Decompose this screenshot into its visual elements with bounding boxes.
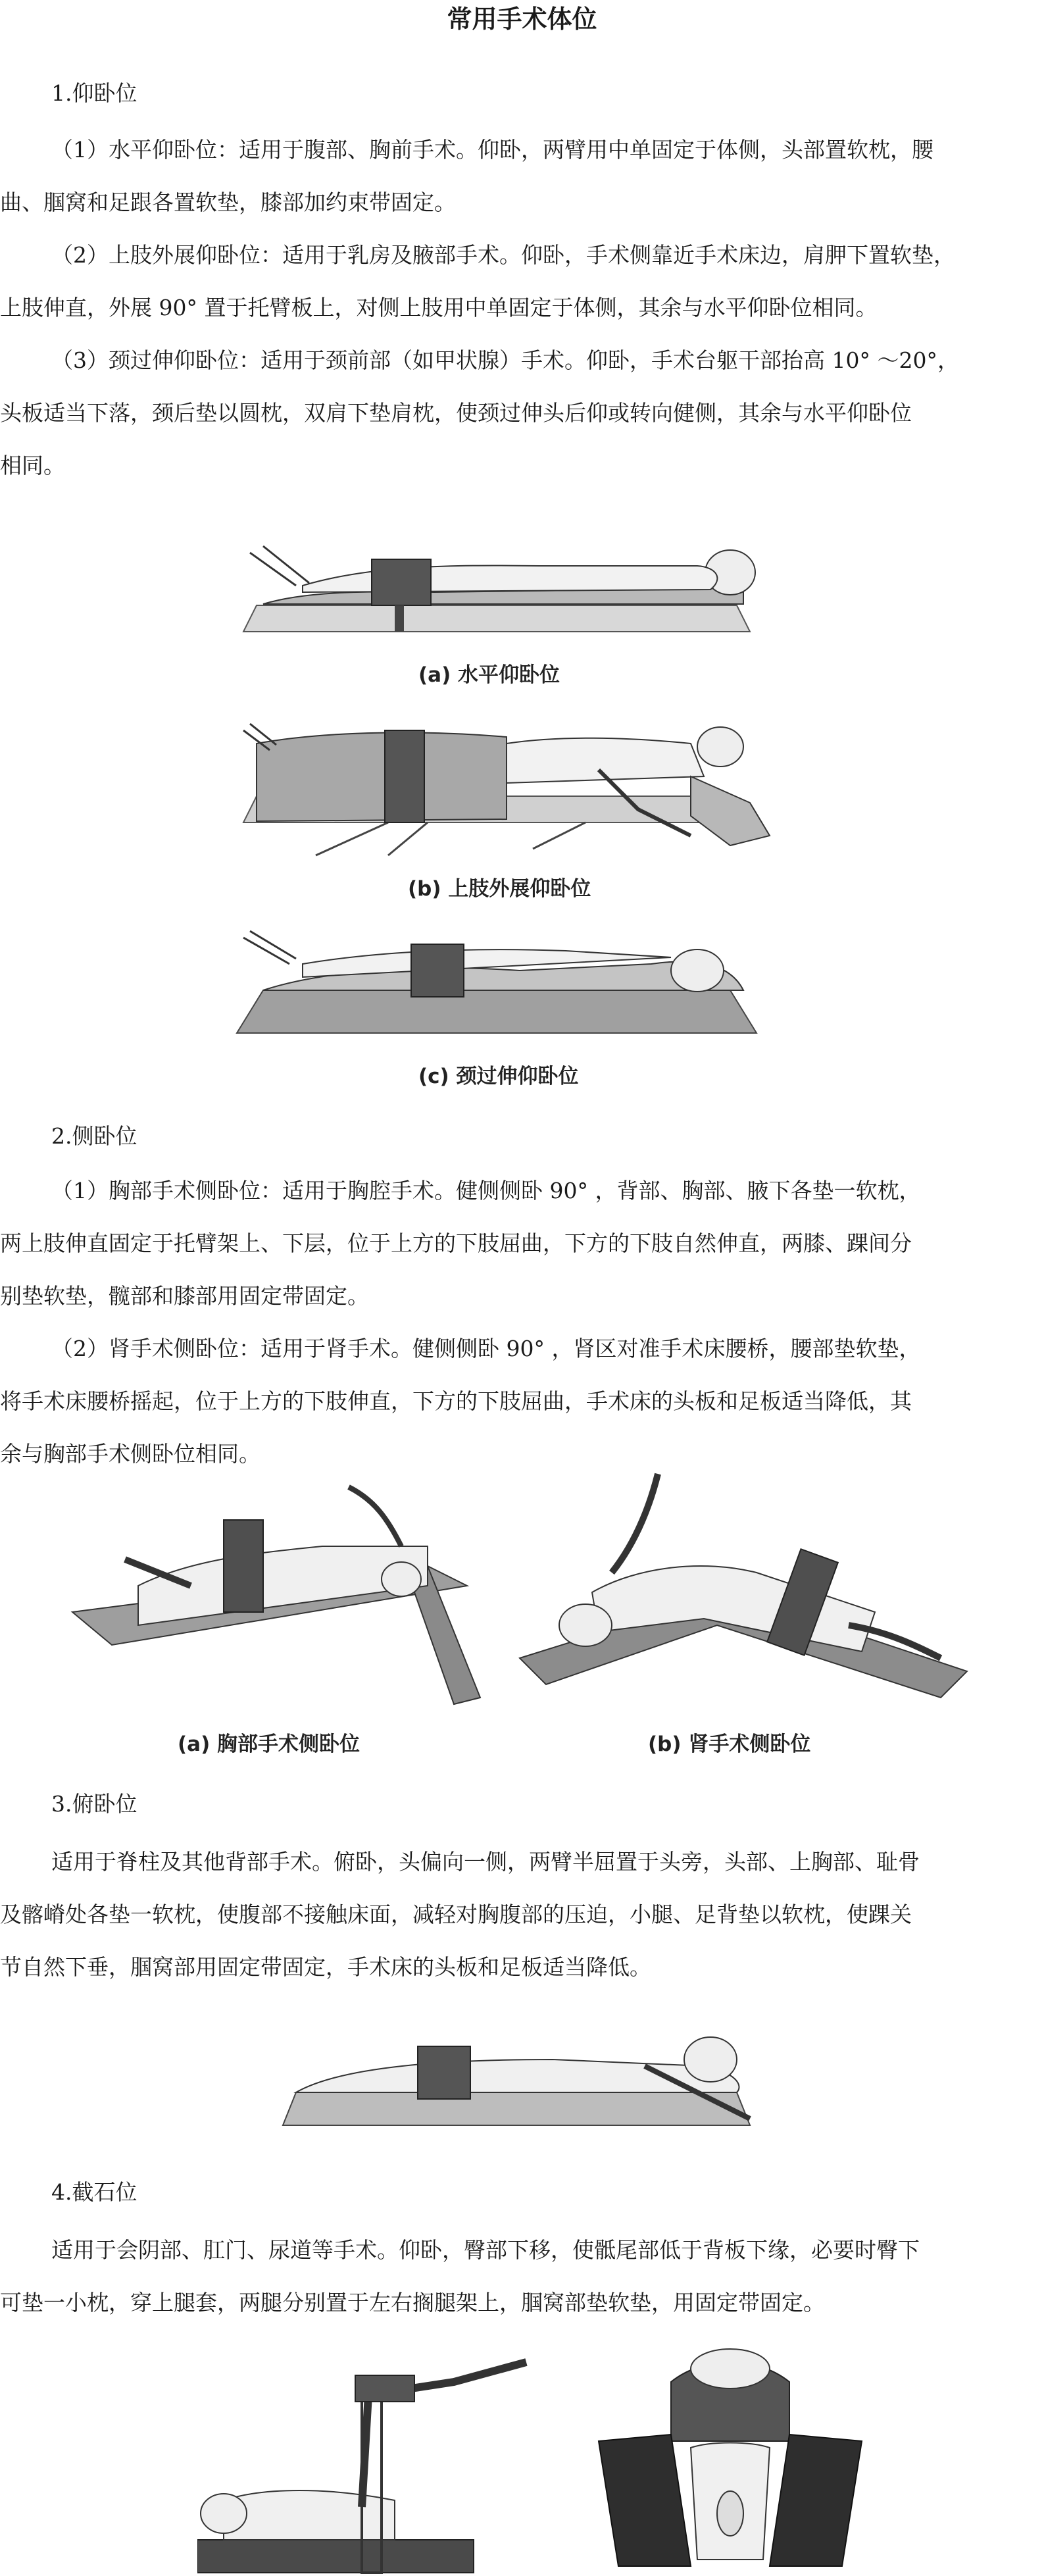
text-line: 可垫一小枕，穿上腿套，两腿分别置于左右搁腿架上，腘窝部垫软垫，用固定带固定。 xyxy=(0,2290,825,2315)
text-line: 将手术床腰桥摇起，位于上方的下肢伸直，下方的下肢屈曲，手术床的头板和足板适当降低，其 xyxy=(0,1388,912,1414)
text-line: 适用于脊柱及其他背部手术。俯卧，头偏向一侧，两臂半屈置于头旁，头部、上胸部、耻骨 xyxy=(51,1849,920,1875)
figure-caption-kidney-lateral: (b) 肾手术侧卧位 xyxy=(648,1732,811,1756)
illustration-prone xyxy=(276,2020,763,2135)
section-heading-lateral: 2.侧卧位 xyxy=(51,1123,137,1149)
text-line: （1）水平仰卧位：适用于腹部、胸前手术。仰卧，两臂用中单固定于体侧，头部置软枕，腰 xyxy=(51,137,933,163)
text-line: 及髂嵴处各垫一软枕，使腹部不接触床面，减轻对胸腹部的压迫，小腿、足背垫以软枕，使踝关 xyxy=(0,1902,912,1927)
text-line: （2）上肢外展仰卧位：适用于乳房及腋部手术。仰卧，手术侧靠近手术床边，肩胛下置软垫， xyxy=(51,242,955,268)
illustration-lithotomy-side xyxy=(197,2336,539,2576)
paragraph-lateral-2 xyxy=(0,1323,1044,1480)
text-line: 头板适当下落，颈后垫以圆枕，双肩下垫肩枕，使颈过伸头后仰或转向健侧，其余与水平仰卧位 xyxy=(0,400,912,426)
text-line: （1）胸部手术侧卧位：适用于胸腔手术。健侧侧卧 90° ，背部、胸部、腋下各垫一软枕， xyxy=(51,1178,921,1203)
paragraph-supine-2 xyxy=(0,229,1044,334)
text-line: 适用于会阴部、肛门、尿道等手术。仰卧，臀部下移，使骶尾部低于背板下缘，必要时臀下 xyxy=(51,2237,920,2263)
section-heading-prone: 3.俯卧位 xyxy=(51,1791,137,1817)
figure-caption-a: (a) 水平仰卧位 xyxy=(418,663,560,687)
figure-caption-chest-lateral: (a) 胸部手术侧卧位 xyxy=(178,1732,360,1756)
paragraph-supine-3 xyxy=(0,334,1044,492)
text-line: 两上肢伸直固定于托臂架上、下层，位于上方的下肢屈曲，下方的下肢自然伸直，两膝、踝间分 xyxy=(0,1230,912,1256)
illustration-chest-lateral xyxy=(59,1480,493,1717)
text-line: 节自然下垂，腘窝部用固定带固定，手术床的头板和足板适当降低。 xyxy=(0,1954,651,1980)
text-line: 曲、腘窝和足跟各置软垫，膝部加约束带固定。 xyxy=(0,189,456,215)
page-title: 常用手术体位 xyxy=(447,5,597,34)
text-line: （3）颈过伸仰卧位：适用于颈前部（如甲状腺）手术。仰卧，手术台躯干部抬高 10° ～20°， xyxy=(51,347,959,373)
text-line: （2）肾手术侧卧位：适用于肾手术。健侧侧卧 90° ，肾区对准手术床腰桥，腰部垫软垫， xyxy=(51,1336,921,1361)
section-heading-supine: 1.仰卧位 xyxy=(51,80,137,106)
figure-caption-c: (c) 颈过伸仰卧位 xyxy=(418,1065,579,1088)
text-line: 余与胸部手术侧卧位相同。 xyxy=(0,1441,261,1467)
figure-caption-b: (b) 上肢外展仰卧位 xyxy=(408,877,591,901)
illustration-lithotomy-front xyxy=(592,2342,868,2576)
text-line: 别垫软垫，髋部和膝部用固定带固定。 xyxy=(0,1283,369,1309)
illustration-kidney-lateral xyxy=(507,1461,980,1737)
paragraph-lithotomy-1 xyxy=(0,2224,1044,2329)
illustration-neck-hyperextension xyxy=(224,918,770,1043)
illustration-supine-arm-abduction xyxy=(230,704,783,859)
text-line: 上肢伸直，外展 90° 置于托臂板上，对侧上肢用中单固定于体侧，其余与水平仰卧位相同。 xyxy=(0,295,878,320)
paragraph-supine-1 xyxy=(0,124,1044,229)
text-line: 相同。 xyxy=(0,453,65,478)
paragraph-prone-1 xyxy=(0,1836,1044,1994)
illustration-supine-flat xyxy=(224,526,770,645)
paragraph-lateral-1 xyxy=(0,1165,1044,1323)
section-heading-lithotomy: 4.截石位 xyxy=(51,2179,137,2205)
